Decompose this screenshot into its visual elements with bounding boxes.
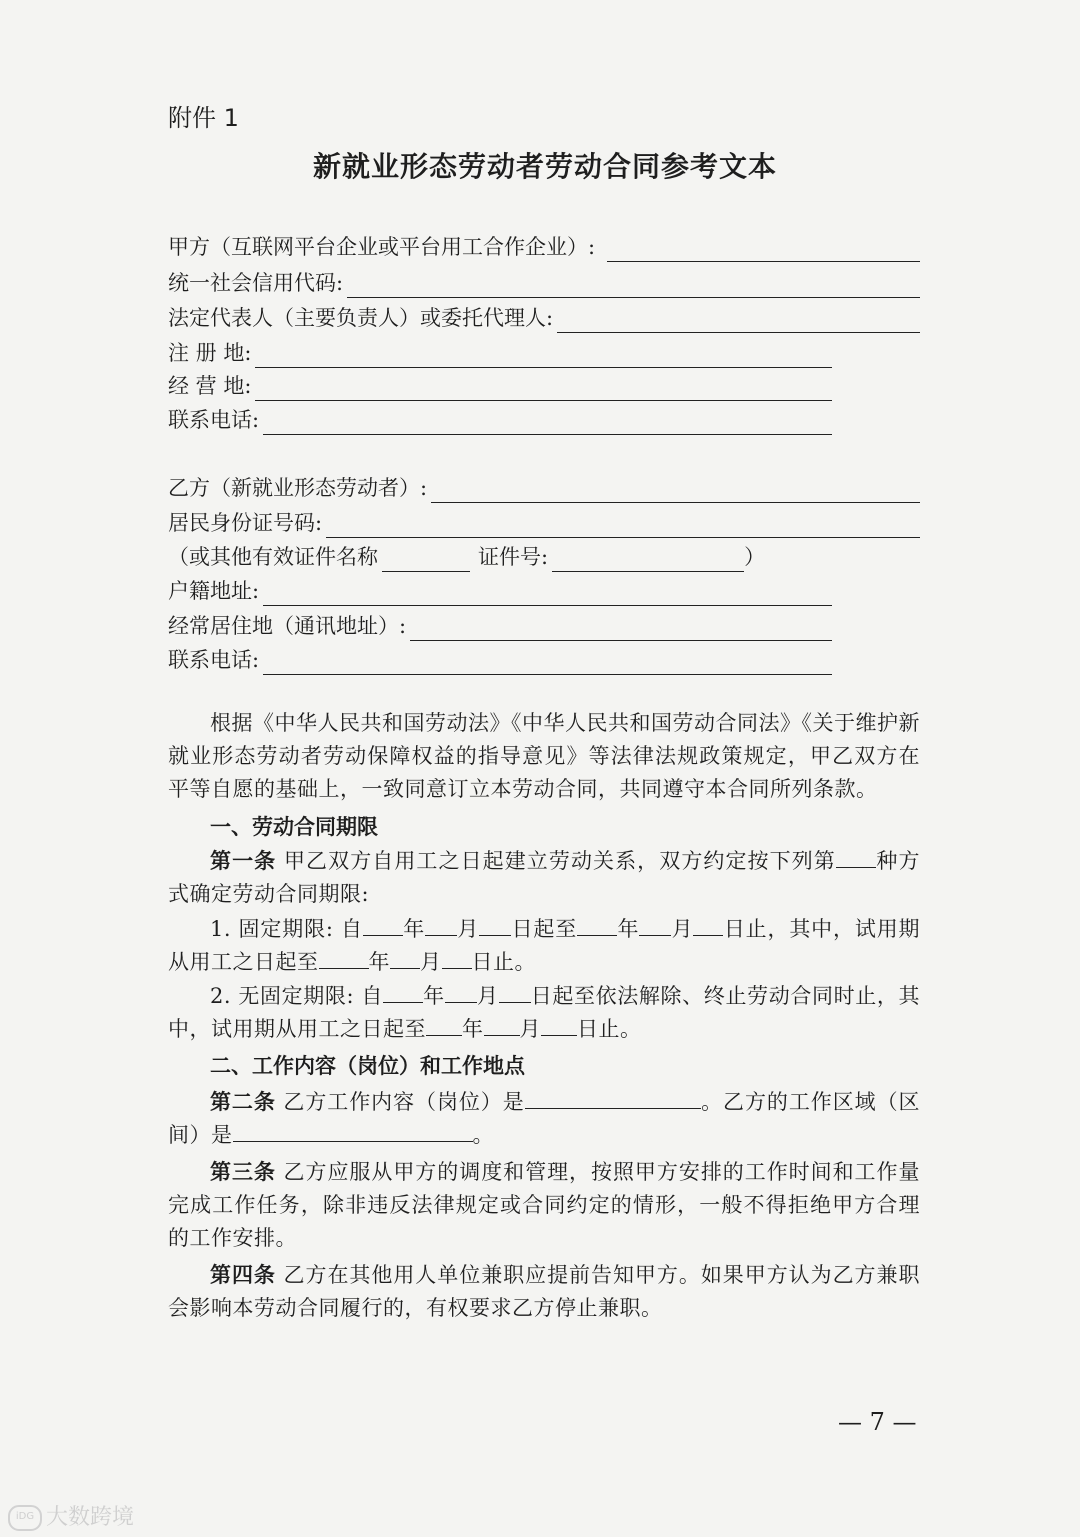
blank <box>445 982 477 1003</box>
id-number-blank <box>326 515 920 538</box>
preamble-paragraph: 根据《中华人民共和国劳动法》《中华人民共和国劳动合同法》《关于维护新就业形态劳动者劳动保障权益的指导意见》等法律法规政策规定，甲乙双方在平等自愿的基础上，一致同意订立本劳动合同，共同遵守本合同所列条款。 <box>168 711 920 801</box>
year-label: 年 <box>617 917 640 941</box>
article-1-label: 第一条 <box>210 849 277 873</box>
party-b-phone-field <box>168 645 832 675</box>
article-1-paragraph <box>168 845 920 911</box>
article-4-label: 第四条 <box>210 1263 276 1287</box>
year-label: 年 <box>368 950 390 974</box>
fixed-term-paragraph <box>168 913 920 979</box>
party-a-phone-label: 联系电话: <box>168 408 260 432</box>
blank <box>484 1015 520 1036</box>
month-label: 月 <box>457 917 480 941</box>
article-2-text-c: 。 <box>472 1123 494 1147</box>
section-1-heading: 一、劳动合同期限 <box>210 815 378 839</box>
article-2-paragraph <box>168 1086 920 1152</box>
page-number: — 7 — <box>838 1408 917 1436</box>
business-address-label: 经 营 地: <box>168 374 252 398</box>
blank <box>639 915 671 936</box>
blank <box>479 915 511 936</box>
credit-code-blank <box>347 275 920 298</box>
blank <box>383 982 423 1003</box>
year-label: 年 <box>402 917 426 941</box>
article-3-text: 乙方应服从甲方的调度和管理，按照甲方安排的工作时间和工作量完成工作任务，除非违反法律规定或合同约定的情形，一般不得拒绝甲方合理的工作安排。 <box>168 1160 920 1250</box>
watermark-logo-icon: iDG <box>8 1505 42 1531</box>
blank <box>319 948 369 969</box>
representative-blank <box>557 310 920 333</box>
party-b-worker-label: 乙方（新就业形态劳动者）: <box>168 476 428 500</box>
credit-code-label: 统一社会信用代码: <box>168 271 344 295</box>
month-label: 月 <box>671 917 694 941</box>
household-address-label: 户籍地址: <box>168 579 260 603</box>
watermark-text: 大数跨境 <box>46 1505 135 1530</box>
other-id-number-blank <box>552 549 744 572</box>
work-content-blank <box>525 1088 701 1109</box>
party-b-phone-label: 联系电话: <box>168 648 260 672</box>
open-term-start: 2. 无固定期限: 自 <box>210 984 384 1008</box>
other-id-suffix: ） <box>744 545 766 569</box>
residence-label: 经常居住地（通讯地址）: <box>168 614 407 638</box>
day-from-label: 日起至 <box>511 917 578 941</box>
article-1-text-b: 种方式确定劳动合同期限: <box>168 849 921 906</box>
business-address-blank <box>255 378 832 401</box>
household-address-field <box>168 576 832 606</box>
year-label: 年 <box>423 984 445 1008</box>
attachment-label: 附件 1 <box>168 104 239 132</box>
article-1-blank <box>836 847 876 868</box>
party-a-phone-field <box>168 405 832 435</box>
year-label: 年 <box>462 1017 484 1041</box>
blank <box>577 915 617 936</box>
blank <box>426 1015 462 1036</box>
article-4-text: 乙方在其他用人单位兼职应提前告知甲方。如果甲方认为乙方兼职会影响本劳动合同履行的，有权要求乙方停止兼职。 <box>168 1263 920 1320</box>
day-end-label: 日止。 <box>577 1017 642 1041</box>
fixed-term-start: 1. 固定期限: 自 <box>210 917 363 941</box>
id-number-label: 居民身份证号码: <box>168 511 323 535</box>
month-label: 月 <box>420 950 442 974</box>
blank <box>442 948 472 969</box>
party-a-company-field <box>168 232 920 262</box>
party-b-worker-field <box>168 473 920 503</box>
article-3-paragraph <box>168 1156 920 1255</box>
blank <box>390 948 420 969</box>
registered-address-blank <box>255 345 832 368</box>
other-id-name-blank <box>382 549 470 572</box>
blank <box>425 915 457 936</box>
registered-address-label: 注 册 地: <box>168 341 252 365</box>
month-label: 月 <box>476 984 499 1008</box>
blank <box>693 915 723 936</box>
id-number-field <box>168 508 920 538</box>
blank <box>541 1015 577 1036</box>
article-4-paragraph <box>168 1259 920 1325</box>
blank <box>363 915 403 936</box>
other-id-prefix: （或其他有效证件名称 <box>168 545 378 569</box>
party-a-phone-blank <box>263 412 832 435</box>
open-term-paragraph <box>168 980 920 1046</box>
day-end-trial-label: 日止，其中，试用期从用工之日起至 <box>168 917 921 974</box>
residence-blank <box>410 618 832 641</box>
document-title: 新就业形态劳动者劳动合同参考文本 <box>312 150 777 183</box>
day-end-label: 日止。 <box>471 950 536 974</box>
party-a-company-blank <box>607 239 920 262</box>
credit-code-field <box>168 268 920 298</box>
other-id-number-label: 证件号: <box>478 545 549 569</box>
party-b-phone-blank <box>263 652 832 675</box>
work-area-blank <box>233 1121 473 1142</box>
representative-field <box>168 303 920 333</box>
party-b-worker-blank <box>431 480 920 503</box>
household-address-blank <box>263 583 832 606</box>
section-2-heading: 二、工作内容（岗位）和工作地点 <box>210 1054 525 1078</box>
blank <box>499 982 531 1003</box>
open-term-text: 日起至依法解除、终止劳动合同时止，其中，试用期从用工之日起至 <box>168 984 921 1041</box>
party-a-company-label: 甲方（互联网平台企业或平台用工合作企业）: <box>168 235 596 259</box>
residence-field <box>168 611 832 641</box>
article-1-text-a: 甲乙双方自用工之日起建立劳动关系，双方约定按下列第 <box>276 849 836 873</box>
registered-address-field <box>168 338 832 368</box>
article-2-text-b: 。乙方的工作区域（区间）是 <box>168 1090 921 1147</box>
month-label: 月 <box>519 1017 541 1041</box>
article-2-text-a: 乙方工作内容（岗位）是 <box>275 1090 525 1114</box>
other-id-field <box>168 542 808 572</box>
business-address-field <box>168 371 832 401</box>
article-2-label: 第二条 <box>210 1090 276 1114</box>
article-3-label: 第三条 <box>210 1160 276 1184</box>
watermark <box>8 1500 134 1531</box>
representative-label: 法定代表人（主要负责人）或委托代理人: <box>168 306 554 330</box>
